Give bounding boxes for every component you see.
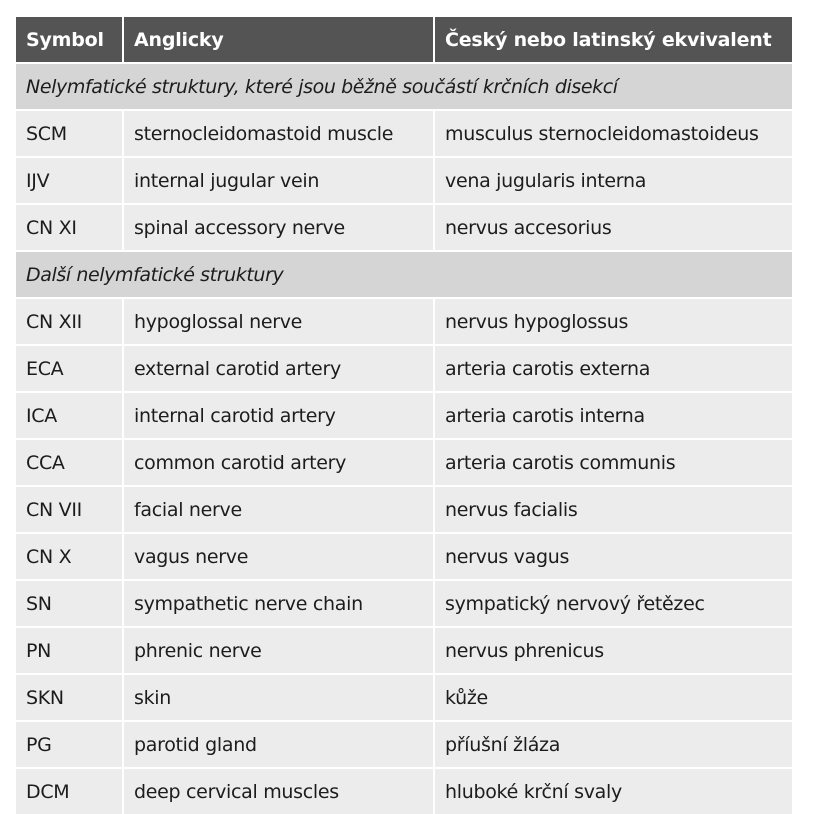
table-row	[16, 110, 792, 157]
cell-english: internal carotid artery	[123, 392, 434, 439]
cell-symbol: DCM	[16, 768, 123, 814]
cell-symbol: PN	[16, 627, 123, 674]
cell-symbol: SKN	[16, 674, 123, 721]
cell-english: sternocleidomastoid muscle	[123, 110, 434, 157]
table-row	[16, 768, 792, 814]
cell-symbol: SN	[16, 580, 123, 627]
cell-czech-latin: příušní žláza	[434, 721, 792, 768]
cell-english: spinal accessory nerve	[123, 204, 434, 251]
cell-czech-latin: kůže	[434, 674, 792, 721]
cell-czech-latin: sympatický nervový řetězec	[434, 580, 792, 627]
table-row	[16, 533, 792, 580]
section-title: Nelymfatické struktury, které jsou běžně součástí krčních disekcí	[16, 63, 792, 110]
cell-english: parotid gland	[123, 721, 434, 768]
cell-czech-latin: musculus sternocleidomastoideus	[434, 110, 792, 157]
cell-czech-latin: nervus vagus	[434, 533, 792, 580]
table-row	[16, 486, 792, 533]
cell-symbol: ECA	[16, 345, 123, 392]
table-row	[16, 674, 792, 721]
section-row	[16, 63, 792, 110]
cell-czech-latin: arteria carotis interna	[434, 392, 792, 439]
table-row	[16, 392, 792, 439]
cell-czech-latin: nervus phrenicus	[434, 627, 792, 674]
cell-english: hypoglossal nerve	[123, 298, 434, 345]
cell-symbol: ICA	[16, 392, 123, 439]
cell-english: common carotid artery	[123, 439, 434, 486]
cell-symbol: PG	[16, 721, 123, 768]
table-body	[16, 63, 792, 814]
table-row	[16, 721, 792, 768]
cell-symbol: CN VII	[16, 486, 123, 533]
cell-symbol: CN XII	[16, 298, 123, 345]
table-row	[16, 345, 792, 392]
cell-english: skin	[123, 674, 434, 721]
cell-czech-latin: nervus facialis	[434, 486, 792, 533]
cell-czech-latin: nervus hypoglossus	[434, 298, 792, 345]
table-row	[16, 439, 792, 486]
header-symbol: Symbol	[16, 17, 123, 63]
table-row	[16, 157, 792, 204]
cell-english: external carotid artery	[123, 345, 434, 392]
cell-english: sympathetic nerve chain	[123, 580, 434, 627]
table-header	[16, 17, 792, 63]
cell-english: deep cervical muscles	[123, 768, 434, 814]
cell-czech-latin: hluboké krční svaly	[434, 768, 792, 814]
structures-table	[16, 17, 792, 814]
table-row	[16, 204, 792, 251]
cell-symbol: CN XI	[16, 204, 123, 251]
header-row	[16, 17, 792, 63]
cell-english: phrenic nerve	[123, 627, 434, 674]
cell-english: vagus nerve	[123, 533, 434, 580]
table-row	[16, 627, 792, 674]
cell-symbol: SCM	[16, 110, 123, 157]
cell-symbol: CN X	[16, 533, 123, 580]
section-title: Další nelymfatické struktury	[16, 251, 792, 298]
cell-czech-latin: nervus accesorius	[434, 204, 792, 251]
table-row	[16, 580, 792, 627]
cell-czech-latin: vena jugularis interna	[434, 157, 792, 204]
cell-czech-latin: arteria carotis externa	[434, 345, 792, 392]
table-row	[16, 298, 792, 345]
cell-english: facial nerve	[123, 486, 434, 533]
cell-symbol: IJV	[16, 157, 123, 204]
cell-english: internal jugular vein	[123, 157, 434, 204]
header-english: Anglicky	[123, 17, 434, 63]
section-row	[16, 251, 792, 298]
cell-czech-latin: arteria carotis communis	[434, 439, 792, 486]
structures-table-container	[16, 17, 792, 814]
header-czech-latin: Český nebo latinský ekvivalent	[434, 17, 792, 63]
cell-symbol: CCA	[16, 439, 123, 486]
